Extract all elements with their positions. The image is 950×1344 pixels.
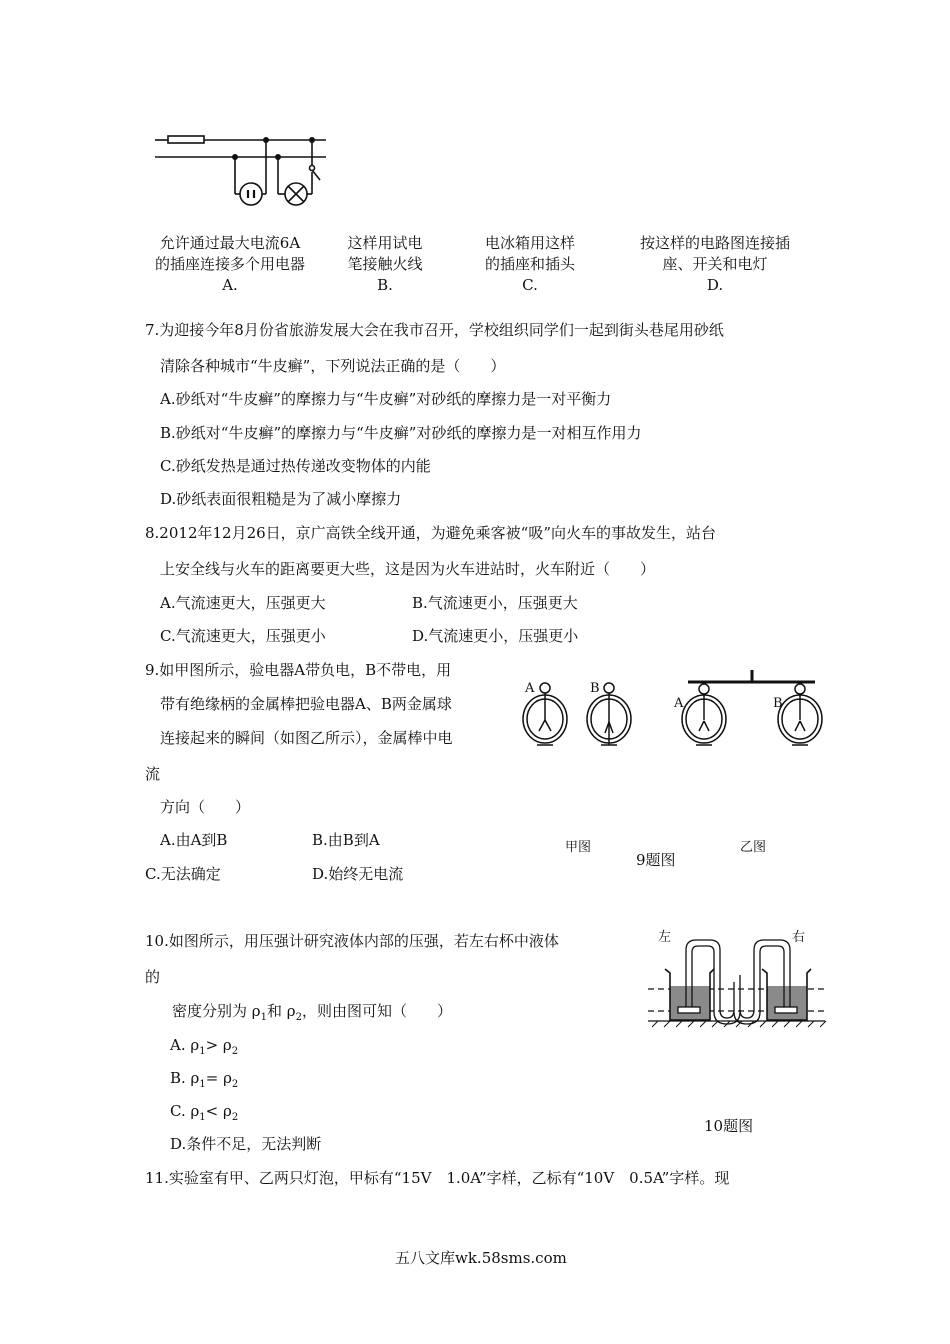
page-footer: 五八文库wk.58sms.com [395,1249,567,1267]
q9-stem-line2: 带有绝缘柄的金属棒把验电器A、B两金属球 [160,695,452,713]
option-a-line1: 允许通过最大电流6A [159,234,301,252]
q7-option-a: A.砂纸对“牛皮癣”的摩擦力与“牛皮癣”对砂纸的摩擦力是一对平衡力 [160,390,612,408]
option-a-line2: 的插座连接多个用电器 [154,255,305,273]
option-b-line1: 这样用试电 [347,234,423,252]
q10-stem-text-a: 密度分别为 ρ [172,1002,261,1020]
fig9-jia-label-b: B [590,681,600,696]
q7-option-d: D.砂纸表面很粗糙是为了减小摩擦力 [160,490,402,508]
q10-option-d: D.条件不足，无法判断 [170,1135,322,1153]
q10-a-sub2: 2 [231,1046,239,1057]
q10-a-sub1: 1 [199,1046,206,1057]
fig9-jia-label-a: A [525,681,535,696]
q10-c-sub1: 1 [199,1112,206,1123]
option-d-line2: 座、开关和电灯 [662,255,768,273]
q10-a-op: > ρ [205,1036,232,1054]
q9-stem-line4: 流 [145,765,161,783]
q10-b-rho1: B. ρ [170,1069,200,1087]
option-d-letter: D. [706,276,724,294]
q10-stem-text-b: 和 ρ [266,1002,296,1020]
q10-stem-text-c: ，则由图可知（ ） [301,1002,452,1020]
q9-stem-line3: 连接起来的瞬间（如图乙所示），金属棒中电 [160,729,453,747]
q8-option-b: B.气流速更小，压强更大 [412,594,578,612]
q8-stem-line1: 8.2012年12月26日，京广高铁全线开通，为避免乘客被“吸”向火车的事故发生，站台 [145,524,716,542]
q7-option-b: B.砂纸对“牛皮癣”的摩擦力与“牛皮癣”对砂纸的摩擦力是一对相互作用力 [160,424,642,442]
q10-option-c [170,1101,238,1128]
q8-option-a: A.气流速更大，压强更大 [160,594,326,612]
q10-stem-line2: 的 [145,968,161,986]
option-b-line2: 笔接触火线 [347,255,423,273]
q10-c-sub2: 2 [231,1112,239,1123]
q8-option-d: D.气流速更小，压强更小 [412,627,579,645]
option-c-letter: C. [522,276,538,294]
q10-b-op: = ρ [205,1069,232,1087]
option-d-line1: 按这样的电路图连接插 [639,234,790,252]
q8-stem-line2: 上安全线与火车的距离要更大些，这是因为火车进站时，火车附近（ ） [160,560,656,578]
q9-option-d: D.始终无电流 [312,865,404,883]
option-b-letter: B. [377,276,393,294]
fig9-yi-label-a: A [674,696,684,711]
q9-option-c: C.无法确定 [145,865,221,883]
option-a-letter: A. [222,276,238,294]
fig9-jia-caption: 甲图 [565,840,592,855]
q10-b-sub1: 1 [199,1079,206,1090]
option-c-line1: 电冰箱用这样 [484,234,575,252]
q10-a-rho1: A. ρ [170,1036,200,1054]
q10-c-op: < ρ [205,1102,232,1120]
fig10-caption: 10题图 [704,1117,754,1135]
fig9-yi-caption: 乙图 [740,840,767,855]
q10-c-rho1: C. ρ [170,1102,200,1120]
fig10-right-label: 右 [792,930,806,945]
q10-stem-line1: 10.如图所示，用压强计研究液体内部的压强，若左右杯中液体 [145,932,559,950]
q7-option-c: C.砂纸发热是通过热传递改变物体的内能 [160,457,431,475]
q7-stem-line2: 清除各种城市“牛皮癣”，下列说法正确的是（ ） [160,357,506,375]
option-c-line2: 的插座和插头 [484,255,575,273]
q8-option-c: C.气流速更大，压强更小 [160,627,326,645]
q9-stem-line1: 9.如甲图所示，验电器A带负电，B不带电，用 [145,661,452,679]
q7-stem-line1: 7.为迎接今年8月份省旅游发展大会在我市召开，学校组织同学们一起到街头巷尾用砂纸 [145,321,724,339]
q10-stem-sub-1: 1 [260,1012,267,1023]
q9-option-a: A.由A到B [160,831,228,849]
fig9-yi-label-b: B [773,696,783,711]
q10-b-sub2: 2 [231,1079,239,1090]
fig9-caption: 9题图 [636,851,676,869]
q9-stem-line5: 方向（ ） [160,798,251,816]
fig10-left-label: 左 [658,930,672,945]
q11-stem-line1: 11.实验室有甲、乙两只灯泡，甲标有“15V 1.0A”字样，乙标有“10V 0.5A”字样。现 [145,1169,730,1187]
q9-option-b: B.由B到A [312,831,380,849]
q10-stem-sub-2: 2 [295,1012,302,1023]
